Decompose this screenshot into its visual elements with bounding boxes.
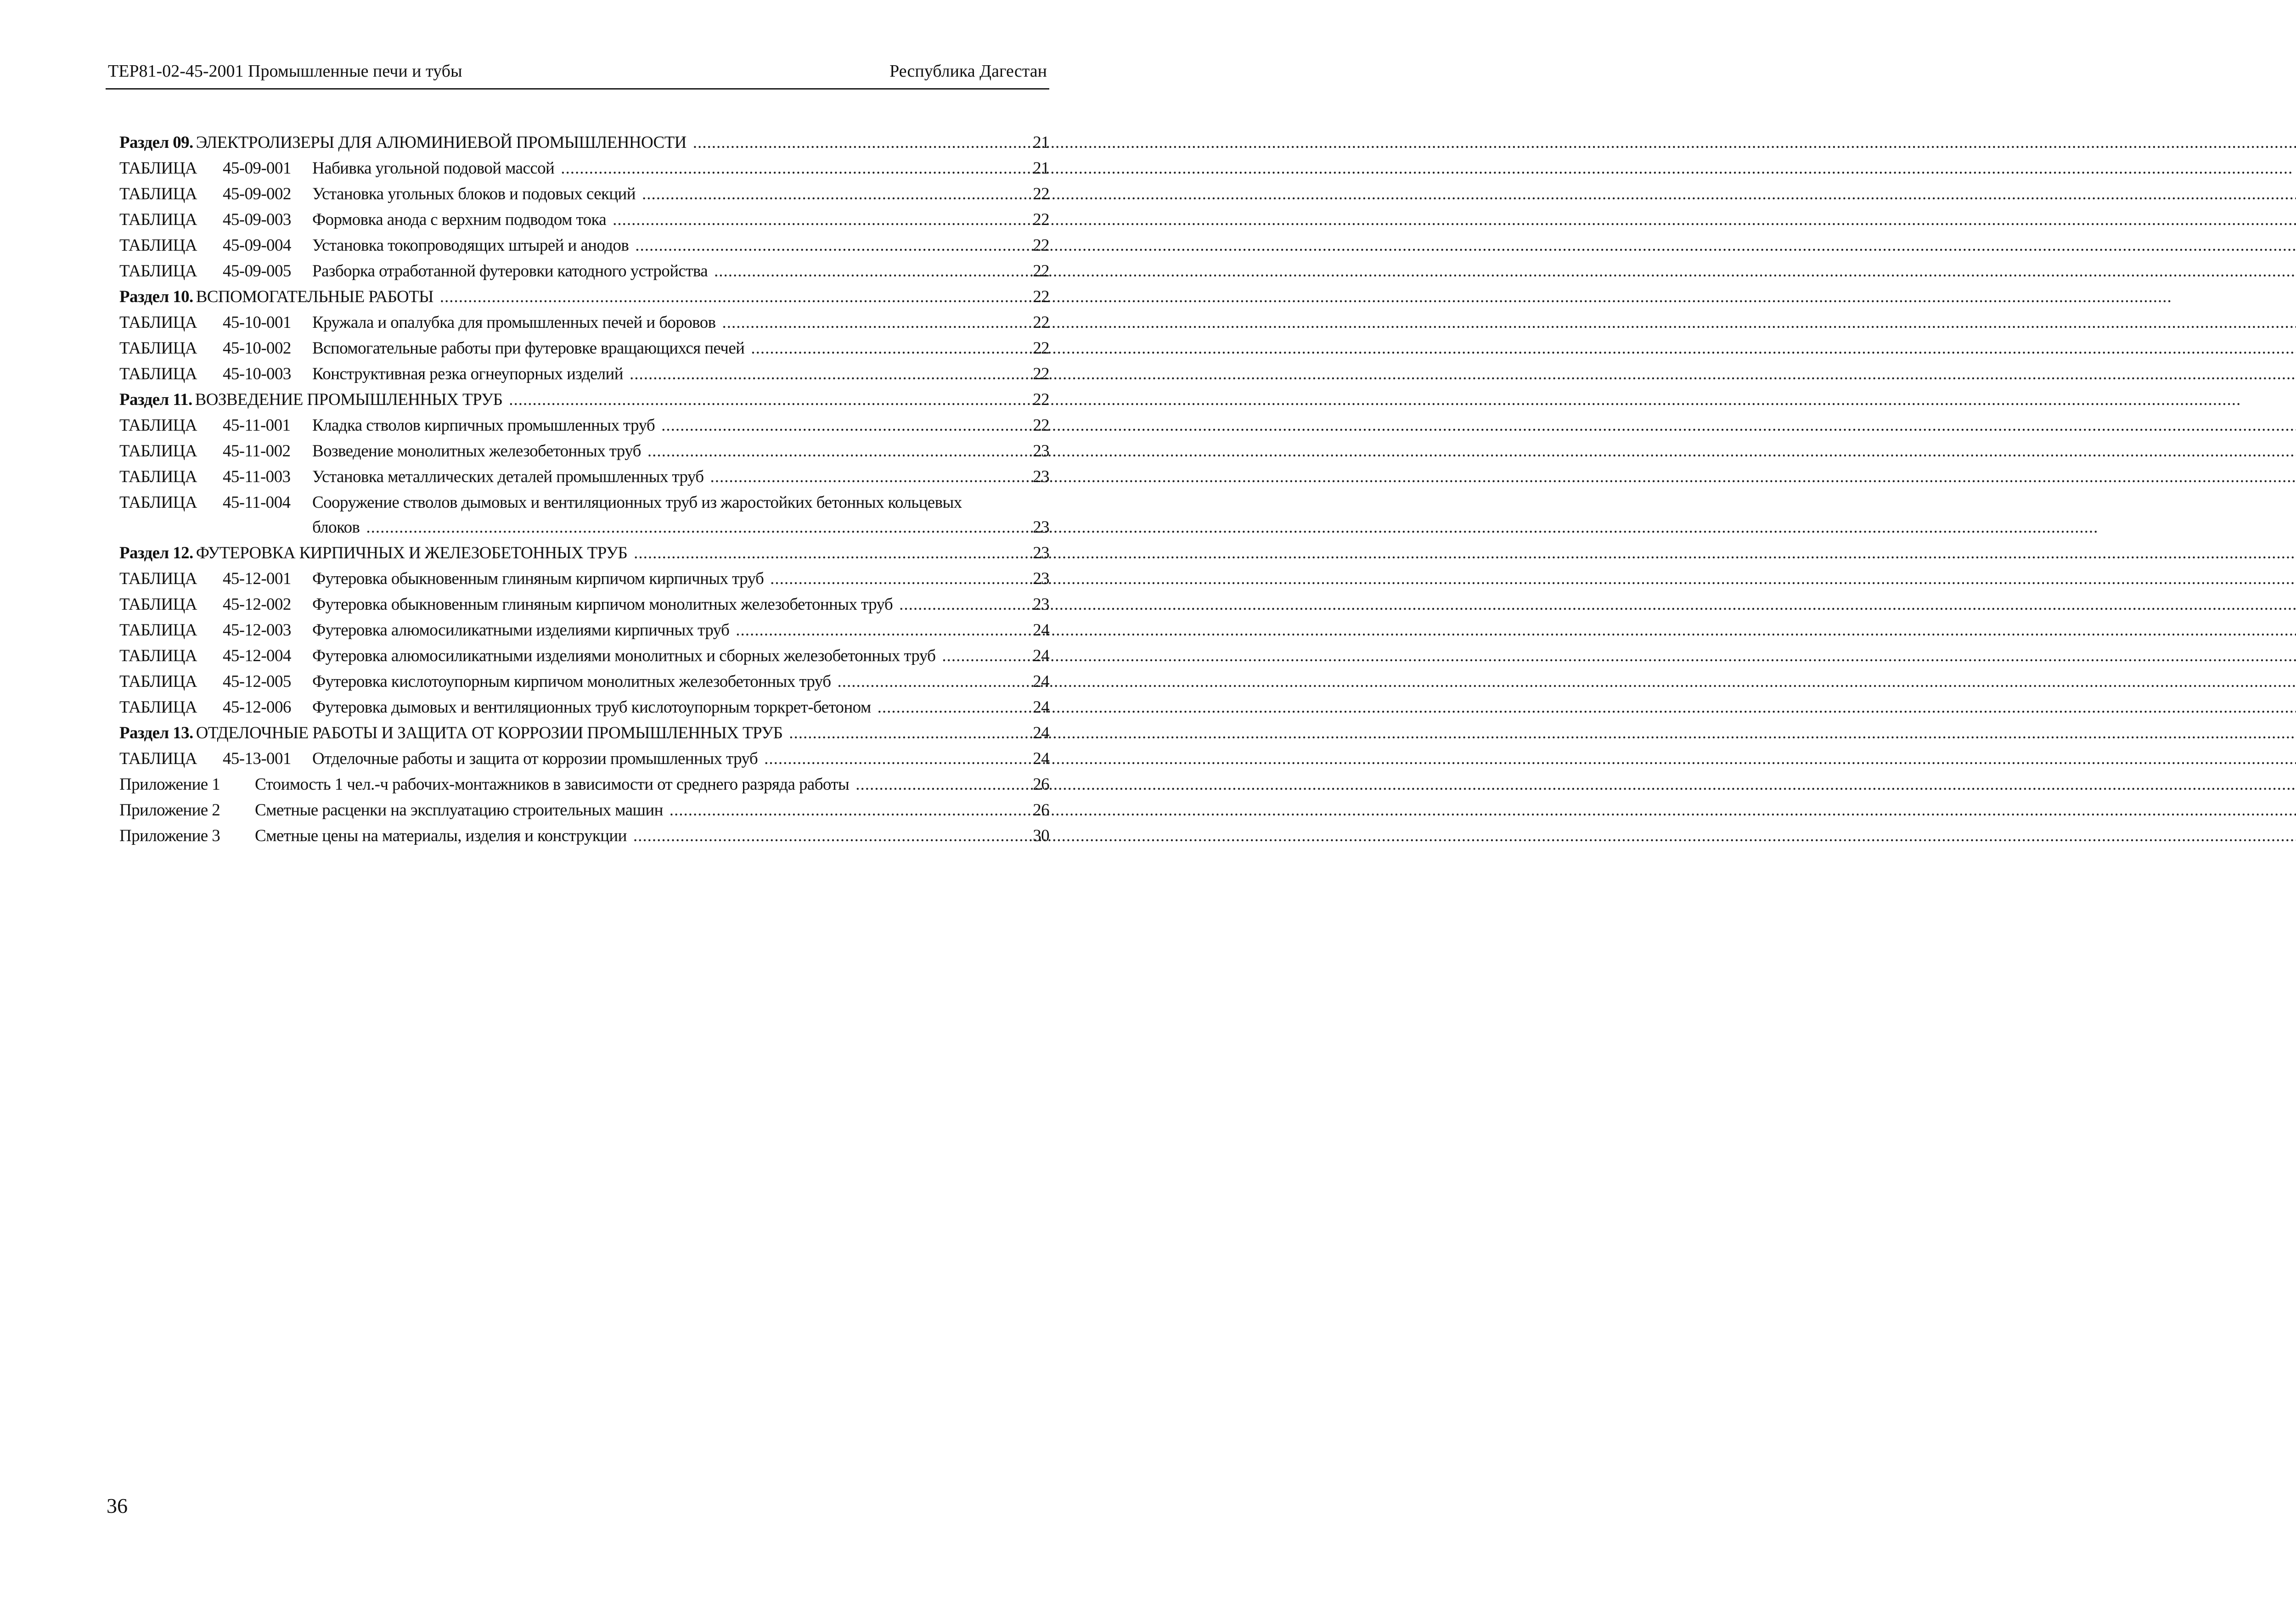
toc-entry-label	[119, 695, 312, 720]
appendix-label: Приложение 1	[119, 775, 220, 794]
dot-leader	[366, 515, 2098, 540]
toc-entry-line	[255, 772, 1012, 798]
toc-entry-label	[119, 361, 312, 387]
section-title: ФУТЕРОВКА КИРПИЧНЫХ И ЖЕЛЕЗОБЕТОННЫХ ТРУБ	[196, 544, 628, 562]
table-of-contents	[119, 130, 1049, 849]
table-label: ТАБЛИЦА	[119, 749, 197, 768]
toc-table-entry	[119, 643, 1049, 669]
toc-entry-line	[119, 720, 1012, 746]
table-title: Футеровка обыкновенным глиняным кирпичом монолитных железобетонных труб	[312, 595, 893, 614]
toc-table-entry	[119, 592, 1049, 618]
table-code: 45-11-004	[223, 493, 291, 512]
section-number: Раздел 10.	[119, 287, 193, 306]
toc-entry-line	[119, 130, 1012, 156]
page-ref: 23	[1033, 467, 1049, 486]
dot-leader	[736, 618, 2296, 643]
toc-appendix-entry	[119, 772, 1049, 798]
toc-entry-line	[255, 798, 1012, 823]
dot-leader	[630, 361, 2296, 387]
toc-entry-label	[119, 772, 255, 798]
table-label: ТАБЛИЦА	[119, 493, 197, 512]
dot-leader	[789, 720, 2296, 746]
dot-leader	[899, 592, 2296, 618]
page-ref: 30	[1033, 826, 1049, 845]
table-code: 45-12-001	[223, 569, 291, 588]
page-ref: 24	[1033, 724, 1049, 742]
toc-entry-label	[119, 464, 312, 490]
toc-entry-label	[119, 669, 312, 695]
table-label: ТАБЛИЦА	[119, 210, 197, 229]
table-title: Футеровка алюмосиликатными изделиями кирпичных труб	[312, 621, 730, 640]
toc-table-entry	[119, 438, 1049, 464]
toc-table-entry	[119, 310, 1049, 336]
toc-entry-line	[119, 387, 1012, 413]
toc-entry-line	[119, 540, 1012, 566]
toc-entry-line	[312, 643, 1012, 669]
toc-section-entry	[119, 387, 1049, 413]
toc-entry-label	[119, 592, 312, 618]
table-label: ТАБЛИЦА	[119, 595, 197, 614]
table-label: ТАБЛИЦА	[119, 698, 197, 717]
table-code: 45-10-001	[223, 313, 291, 332]
toc-table-entry	[119, 490, 1049, 540]
dot-leader	[722, 310, 2296, 336]
toc-section-heading	[119, 387, 502, 413]
toc-entry-line	[312, 746, 1012, 772]
toc-table-entry	[119, 618, 1049, 643]
table-code: 45-11-001	[223, 416, 291, 435]
table-label: ТАБЛИЦА	[119, 185, 197, 203]
page-ref: 21	[1033, 159, 1049, 178]
table-title: Конструктивная резка огнеупорных изделий	[312, 365, 623, 383]
page-ref: 22	[1033, 210, 1049, 229]
page-ref: 22	[1033, 287, 1049, 306]
toc-section-entry	[119, 720, 1049, 746]
table-title: Установка угольных блоков и подовых секций	[312, 185, 636, 203]
table-label: ТАБЛИЦА	[119, 442, 197, 461]
toc-entry-label	[119, 310, 312, 336]
toc-table-entry	[119, 464, 1049, 490]
toc-appendix-entry	[119, 798, 1049, 823]
toc-entry-line	[119, 284, 1012, 310]
page-ref: 22	[1033, 313, 1049, 332]
table-code: 45-09-003	[223, 210, 291, 229]
toc-entry-line	[312, 336, 1012, 361]
toc-entry-line	[312, 156, 1012, 181]
dot-leader	[633, 823, 2296, 849]
table-label: ТАБЛИЦА	[119, 467, 197, 486]
toc-table-entry	[119, 258, 1049, 284]
table-code: 45-10-002	[223, 339, 291, 358]
toc-entry-line	[312, 181, 1012, 207]
table-label: ТАБЛИЦА	[119, 159, 197, 178]
dot-leader	[661, 413, 2296, 438]
toc-entry-line	[312, 438, 1012, 464]
table-title: Установка токопроводящих штырей и анодов	[312, 236, 629, 255]
page-ref: 23	[1033, 442, 1049, 461]
table-label: ТАБЛИЦА	[119, 569, 197, 588]
table-code: 45-09-002	[223, 185, 291, 203]
table-code: 45-13-001	[223, 749, 291, 768]
table-label: ТАБЛИЦА	[119, 262, 197, 281]
table-title: Футеровка обыкновенным глиняным кирпичом кирпичных труб	[312, 569, 764, 588]
page-ref: 24	[1033, 749, 1049, 768]
table-title: Футеровка кислотоупорным кирпичом монолитных железобетонных труб	[312, 672, 831, 691]
dot-leader	[561, 156, 2293, 181]
toc-table-entry	[119, 746, 1049, 772]
toc-entry-label	[119, 156, 312, 181]
appendix-label: Приложение 2	[119, 801, 220, 820]
dot-leader	[635, 233, 2296, 258]
dot-leader	[764, 746, 2296, 772]
table-title-line1: Сооружение стволов дымовых и вентиляционных труб из жаростойких бетонных кольцевых	[312, 493, 962, 512]
toc-table-entry	[119, 695, 1049, 720]
section-number: Раздел 09.	[119, 133, 193, 152]
toc-entry-label	[119, 618, 312, 643]
table-label: ТАБЛИЦА	[119, 339, 197, 358]
toc-section-heading	[119, 720, 782, 746]
appendix-label: Приложение 3	[119, 826, 220, 845]
table-title: Футеровка алюмосиликатными изделиями монолитных и сборных железобетонных труб	[312, 646, 936, 665]
toc-section-entry	[119, 284, 1049, 310]
toc-entry-label	[119, 233, 312, 258]
section-title: ОТДЕЛОЧНЫЕ РАБОТЫ И ЗАЩИТА ОТ КОРРОЗИИ ПРОМЫШЛЕННЫХ ТРУБ	[196, 724, 783, 742]
table-title: Кружала и опалубка для промышленных печей и боровов	[312, 313, 716, 332]
toc-entry-line	[312, 310, 1012, 336]
toc-entry-label	[119, 413, 312, 438]
dot-leader	[770, 566, 2296, 592]
toc-entry-label	[119, 336, 312, 361]
dot-leader	[751, 336, 2296, 361]
table-title: Разборка отработанной футеровки катодного устройства	[312, 262, 708, 281]
table-label: ТАБЛИЦА	[119, 672, 197, 691]
page-ref: 26	[1033, 801, 1049, 820]
page-ref: 24	[1033, 672, 1049, 691]
page-ref: 23	[1033, 544, 1049, 562]
toc-table-entry	[119, 566, 1049, 592]
toc-entry-label	[119, 490, 312, 516]
page-ref: 23	[1033, 569, 1049, 588]
toc-entry-line	[312, 618, 1012, 643]
toc-entry-label	[119, 643, 312, 669]
table-title: Вспомогательные работы при футеровке вращающихся печей	[312, 339, 745, 358]
page-ref: 24	[1033, 621, 1049, 640]
table-label: ТАБЛИЦА	[119, 236, 197, 255]
page-number: 36	[107, 1494, 128, 1517]
table-code: 45-12-006	[223, 698, 291, 717]
toc-entry-line	[312, 669, 1012, 695]
table-title: Кладка стволов кирпичных промышленных труб	[312, 416, 655, 435]
table-label: ТАБЛИЦА	[119, 365, 197, 383]
dot-leader	[440, 284, 2172, 310]
toc-entry-line	[312, 258, 1012, 284]
toc-table-entry	[119, 361, 1049, 387]
section-title: ВОЗВЕДЕНИЕ ПРОМЫШЛЕННЫХ ТРУБ	[195, 390, 503, 409]
table-code: 45-09-001	[223, 159, 291, 178]
toc-entry-line	[312, 464, 1012, 490]
table-title: Набивка угольной подовой массой	[312, 159, 555, 178]
toc-table-entry	[119, 669, 1049, 695]
toc-section-entry	[119, 130, 1049, 156]
table-title: Установка металлических деталей промышленных труб	[312, 467, 704, 486]
toc-entry-label	[119, 746, 312, 772]
dot-leader	[693, 130, 2296, 156]
toc-section-heading	[119, 130, 687, 156]
page-ref: 22	[1033, 185, 1049, 203]
dot-leader	[642, 181, 2296, 207]
toc-entry-line	[312, 233, 1012, 258]
table-title: Футеровка дымовых и вентиляционных труб кислотоупорным торкрет-бетоном	[312, 698, 871, 717]
toc-table-entry	[119, 207, 1049, 233]
toc-table-entry	[119, 233, 1049, 258]
dot-leader	[509, 387, 2241, 413]
toc-section-heading	[119, 284, 433, 310]
page-ref: 21	[1033, 133, 1049, 152]
toc-table-entry	[119, 181, 1049, 207]
table-label: ТАБЛИЦА	[119, 416, 197, 435]
toc-entry-line	[312, 695, 1012, 720]
dot-leader	[878, 695, 2296, 720]
header-document-title: ТЕР81-02-45-2001 Промышленные печи и тубы	[108, 62, 462, 81]
toc-entry-line	[312, 207, 1012, 233]
table-code: 45-11-002	[223, 442, 291, 461]
toc-table-entry	[119, 413, 1049, 438]
table-code: 45-09-005	[223, 262, 291, 281]
page-ref: 24	[1033, 698, 1049, 717]
table-title-line2: блоков	[312, 518, 360, 537]
toc-entry-label	[119, 181, 312, 207]
table-label: ТАБЛИЦА	[119, 646, 197, 665]
page-ref: 22	[1033, 236, 1049, 255]
dot-leader	[647, 438, 2296, 464]
running-header	[106, 60, 1049, 90]
toc-entry-line	[255, 823, 1012, 849]
toc-entry-label	[119, 207, 312, 233]
toc-appendix-entry	[119, 823, 1049, 849]
appendix-title: Сметные расценки на эксплуатацию строительных машин	[255, 801, 663, 820]
section-title: ВСПОМОГАТЕЛЬНЫЕ РАБОТЫ	[196, 287, 433, 306]
toc-table-entry	[119, 156, 1049, 181]
page-ref: 22	[1033, 390, 1049, 409]
dot-leader	[670, 798, 2296, 823]
toc-entry-label	[119, 823, 255, 849]
table-code: 45-12-004	[223, 646, 291, 665]
section-number: Раздел 11.	[119, 390, 192, 409]
table-code: 45-12-003	[223, 621, 291, 640]
table-title: Отделочные работы и защита от коррозии промышленных труб	[312, 749, 758, 768]
toc-entry-label	[119, 438, 312, 464]
dot-leader	[710, 464, 2296, 490]
table-label: ТАБЛИЦА	[119, 313, 197, 332]
table-title: Формовка анода с верхним подводом тока	[312, 210, 607, 229]
dot-leader	[855, 772, 2296, 798]
header-region: Республика Дагестан	[889, 62, 1047, 81]
toc-entry-line	[312, 413, 1012, 438]
table-title: Возведение монолитных железобетонных труб	[312, 442, 641, 461]
appendix-title: Стоимость 1 чел.-ч рабочих-монтажников в зависимости от среднего разряда работы	[255, 775, 850, 794]
toc-entry-line	[312, 515, 1012, 540]
page-ref: 23	[1033, 595, 1049, 614]
table-code: 45-11-003	[223, 467, 291, 486]
section-number: Раздел 13.	[119, 724, 193, 742]
dot-leader	[837, 669, 2296, 695]
toc-section-heading	[119, 540, 627, 566]
toc-entry-line	[312, 361, 1012, 387]
table-code: 45-12-002	[223, 595, 291, 614]
page-ref: 22	[1033, 365, 1049, 383]
toc-entry-line	[312, 592, 1012, 618]
page-ref: 26	[1033, 775, 1049, 794]
appendix-title: Сметные цены на материалы, изделия и конструкции	[255, 826, 627, 845]
section-number: Раздел 12.	[119, 544, 193, 562]
toc-entry-line	[312, 566, 1012, 592]
dot-leader	[613, 207, 2296, 233]
toc-table-entry	[119, 336, 1049, 361]
page-ref: 22	[1033, 262, 1049, 281]
toc-entry-label	[119, 258, 312, 284]
dot-leader	[714, 258, 2296, 284]
page-ref: 22	[1033, 416, 1049, 435]
table-label: ТАБЛИЦА	[119, 621, 197, 640]
table-code: 45-09-004	[223, 236, 291, 255]
toc-section-entry	[119, 540, 1049, 566]
dot-leader	[942, 643, 2296, 669]
page-ref: 23	[1033, 518, 1049, 537]
toc-entry-label	[119, 798, 255, 823]
toc-entry-label	[119, 566, 312, 592]
page-ref: 22	[1033, 339, 1049, 358]
table-code: 45-10-003	[223, 365, 291, 383]
page-ref: 24	[1033, 646, 1049, 665]
dot-leader	[634, 540, 2296, 566]
table-code: 45-12-005	[223, 672, 291, 691]
section-title: ЭЛЕКТРОЛИЗЕРЫ ДЛЯ АЛЮМИНИЕВОЙ ПРОМЫШЛЕННОСТИ	[196, 133, 687, 152]
